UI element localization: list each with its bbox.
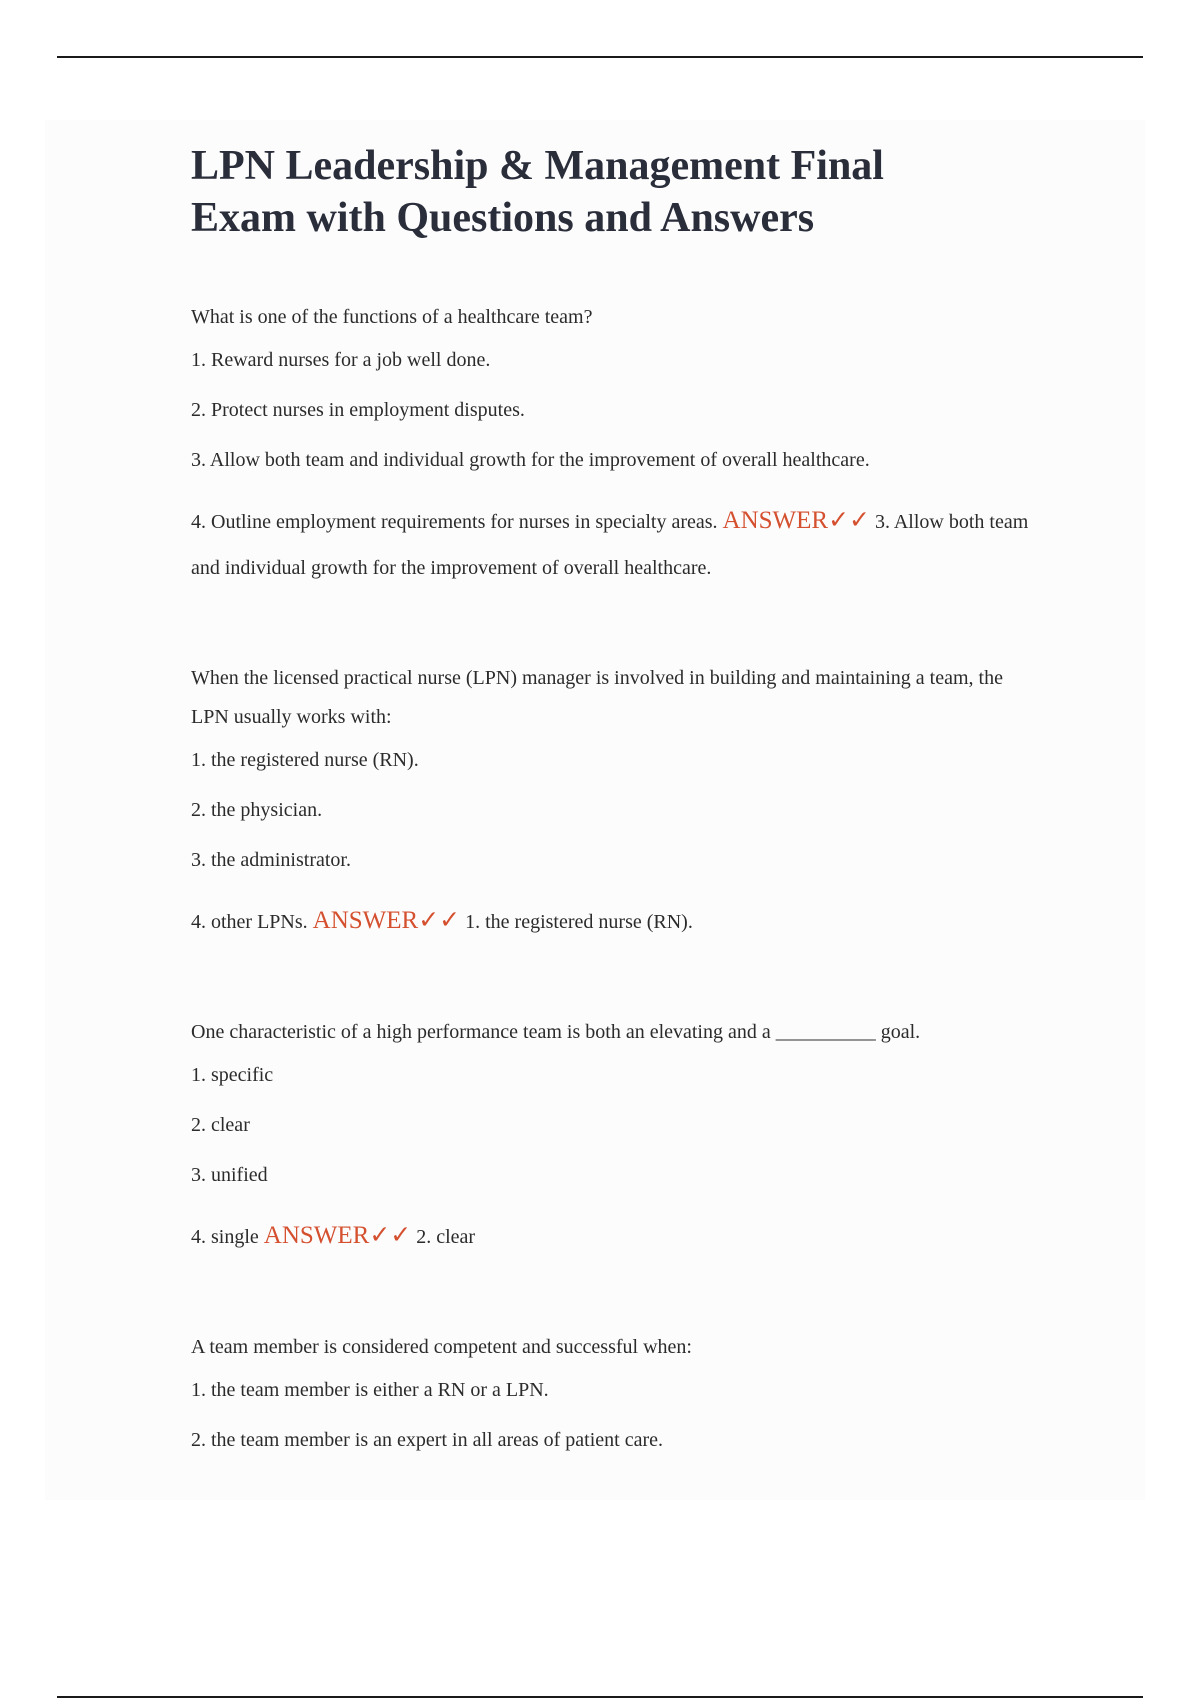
answer-option: 2. the team member is an expert in all areas of patient care. bbox=[191, 1429, 664, 1451]
question-block-1 bbox=[191, 298, 1031, 591]
answer-option: 1. specific bbox=[191, 1064, 274, 1086]
document-title: LPN Leadership & Management Final Exam with Questions and Answers bbox=[191, 143, 884, 241]
answer-option: 2. Protect nurses in employment disputes. bbox=[191, 399, 525, 421]
answer-option: 1. the registered nurse (RN). bbox=[191, 749, 419, 771]
answer-option: 4. other LPNs. bbox=[191, 911, 308, 933]
answer-option-with-answer bbox=[191, 498, 1031, 591]
answer-option: 1. Reward nurses for a job well done. bbox=[191, 349, 491, 371]
answer-option: 4. Outline employment requirements for nurses in specialty areas. bbox=[191, 511, 718, 533]
question-block-4 bbox=[191, 1328, 1031, 1452]
answer-option-with-answer bbox=[191, 1213, 1031, 1260]
answer-option: 1. the team member is either a RN or a LPN. bbox=[191, 1379, 549, 1401]
document-content bbox=[191, 140, 1031, 1520]
question-text: One characteristic of a high performance team is both an elevating and a __________ goal. bbox=[191, 1021, 921, 1043]
answer-option: 3. Allow both team and individual growth for the improvement of overall healthcare. bbox=[191, 449, 870, 471]
answer-option: 3. the administrator. bbox=[191, 849, 351, 871]
answer-option: 4. single bbox=[191, 1226, 259, 1248]
bottom-rule bbox=[57, 1696, 1143, 1698]
answer-marker: ANSWER✓✓ bbox=[722, 507, 870, 534]
answer-option: 2. clear bbox=[191, 1114, 250, 1136]
answer-option: 2. the physician. bbox=[191, 799, 323, 821]
top-rule bbox=[57, 56, 1143, 58]
correct-answer: 1. the registered nurse (RN). bbox=[465, 911, 693, 933]
question-text: What is one of the functions of a healthcare team? bbox=[191, 306, 593, 328]
answer-marker: ANSWER✓✓ bbox=[312, 907, 461, 934]
question-text: When the licensed practical nurse (LPN) manager is involved in building and maintaining a team, the LPN usually works with: bbox=[191, 667, 1003, 728]
answer-marker: ANSWER✓✓ bbox=[263, 1222, 412, 1249]
question-text: A team member is considered competent and successful when: bbox=[191, 1336, 692, 1358]
correct-answer: 3. Allow both team and individual growth for the improvement of overall healthcare. bbox=[191, 511, 1029, 579]
answer-option: 3. unified bbox=[191, 1164, 268, 1186]
correct-answer: 2. clear bbox=[416, 1226, 476, 1248]
answer-option-with-answer bbox=[191, 898, 1031, 945]
question-block-2 bbox=[191, 659, 1031, 945]
question-block-3 bbox=[191, 1013, 1031, 1260]
